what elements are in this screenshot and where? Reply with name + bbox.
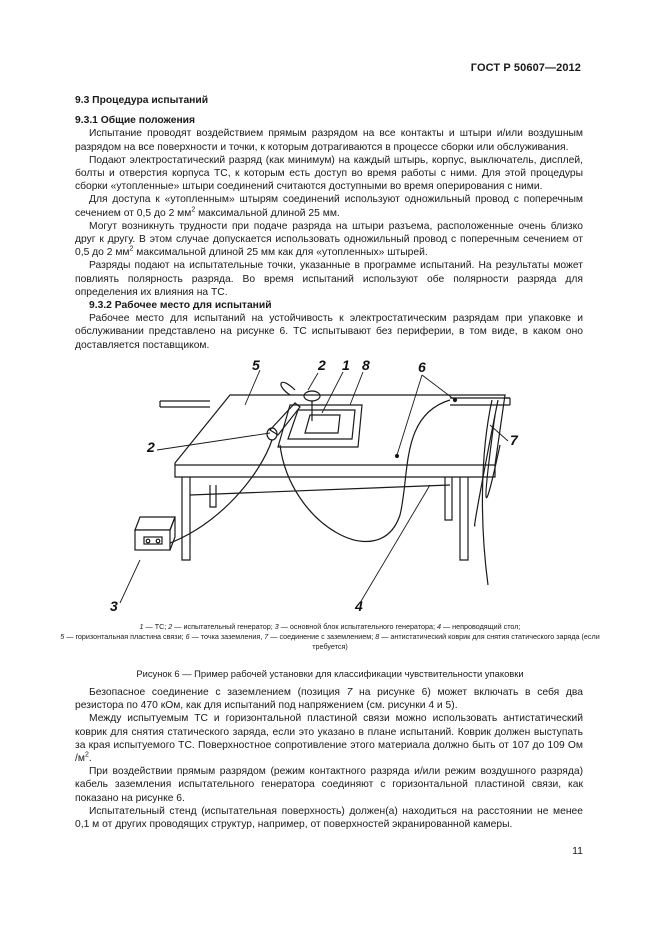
figure-label-8: 8 <box>362 357 370 373</box>
paragraph: Для доступа к «утопленным» штырям соединений используют одножильный провод с поперечным сечением от 0,5 до 2 $мм^2$ максимальной длиной 25 мм. <box>75 194 583 219</box>
paragraph: Могут возникнуть трудности при подаче разряда на штыри разъема, расположенные очень близко друг к другу. В этом случае допускается использовать одножильный провод с поперечным сечением от 0,5 до 2 $мм^2$ максимальной длиной 25 мм как для «утопленных» штырей. <box>75 220 583 259</box>
table-leg <box>460 477 468 560</box>
figure-label-5: 5 <box>252 357 260 373</box>
page-number: 11 <box>572 845 583 857</box>
subsection-title-2: 9.3.2 Рабочее место для испытаний <box>89 300 272 312</box>
figure-label-6: 6 <box>418 359 426 375</box>
figure-label-4: 4 <box>355 598 363 614</box>
table-leg <box>210 485 216 507</box>
paragraph: Безопасное соединение с заземлением (позиция 7 на рисунке 6) может включать в себя два резистора по 470 кОм, как для испытаний под напряжением (см. рисунки 4 и 5). <box>75 687 583 712</box>
figure-legend: 1 — ТС; 2 — испытательный генератор; 3 — основной блок испытательного генератора; 4 — непроводящий стол; 5 — горизонтальная пластина связи; 6 — точка заземления, 7 — соединение с заземлением; 8 — антистатический коврик для снятия статического заряда (если требуется) <box>60 622 600 651</box>
ground-cable <box>281 382 295 395</box>
subsection-title-1: 9.3.1 Общие положения <box>75 115 195 127</box>
figure-caption: Рисунок 6 — Пример рабочей установки для классификации чувствительности упаковки <box>136 668 524 679</box>
paragraph: Подают электростатический разряд (как минимум) на каждый штырь, корпус, выключатель, дисплей, болты и отверстия корпуса ТС, к которым есть доступ во время работы с ними. Для этой процедуры сборки «утопленные» штыри соединений считаются доступными во время оперирования с ними. <box>75 154 583 193</box>
generator-unit <box>135 517 175 530</box>
paragraph: При воздействии прямым разрядом (режим контактного разряда и/или режим воздушного разряда) кабель заземления испытательного генератора соединяют с горизонтальной пластиной связи, как показано на рисунке 6. <box>75 766 583 804</box>
figure-label-2: 2 <box>318 357 326 373</box>
text-block-top <box>75 94 583 352</box>
document-header: ГОСТ Р 50607—2012 <box>470 62 581 74</box>
paragraph: Испытательный стенд (испытательная поверхность) должен(а) находиться на расстоянии не менее 0,1 м от других проводящих структур, например, от поверхностей экранированной камеры. <box>75 805 583 831</box>
table-leg <box>182 477 190 560</box>
paragraph: Рабочее место для испытаний на устойчивость к электростатическим разрядам при упаковке и обслуживании представлено на рисунке 6. ТС испытывают без периферии, в том виде, в каком оно доставляется поставщиком. <box>75 313 583 351</box>
test-setup-figure <box>100 355 560 620</box>
paragraph: Между испытуемым ТС и горизонтальной пластиной связи можно использовать антистатический коврик для снятия статического заряда, если это указано в плане испытаний. Коврик должен выступать за края испытуемого ТС. Поверхностное сопротивление этого материала должно быть от 107 до 109 Ом $/м^2$. <box>75 713 583 765</box>
figure-label-3: 3 <box>110 598 118 614</box>
text-block-bottom <box>75 686 583 831</box>
table-leg <box>445 477 452 520</box>
paragraph: Испытание проводят воздействием прямым разрядом на все контакты и штыри и/или воздушным разрядом на все поверхности и точки, к которым дотрагиваются в процессе сборки или обслуживания. <box>75 128 583 153</box>
figure-label-7: 7 <box>510 432 518 448</box>
figure-label-1: 1 <box>342 357 350 373</box>
figure-label-2b: 2 <box>147 439 155 455</box>
section-title: 9.3 Процедура испытаний <box>75 95 209 106</box>
paragraph: Разряды подают на испытательные точки, указанные в программе испытаний. На результаты может повлиять полярность разряда. Во время испытаний используют обе полярности разряда для определения их влияния на ТС. <box>75 260 583 298</box>
